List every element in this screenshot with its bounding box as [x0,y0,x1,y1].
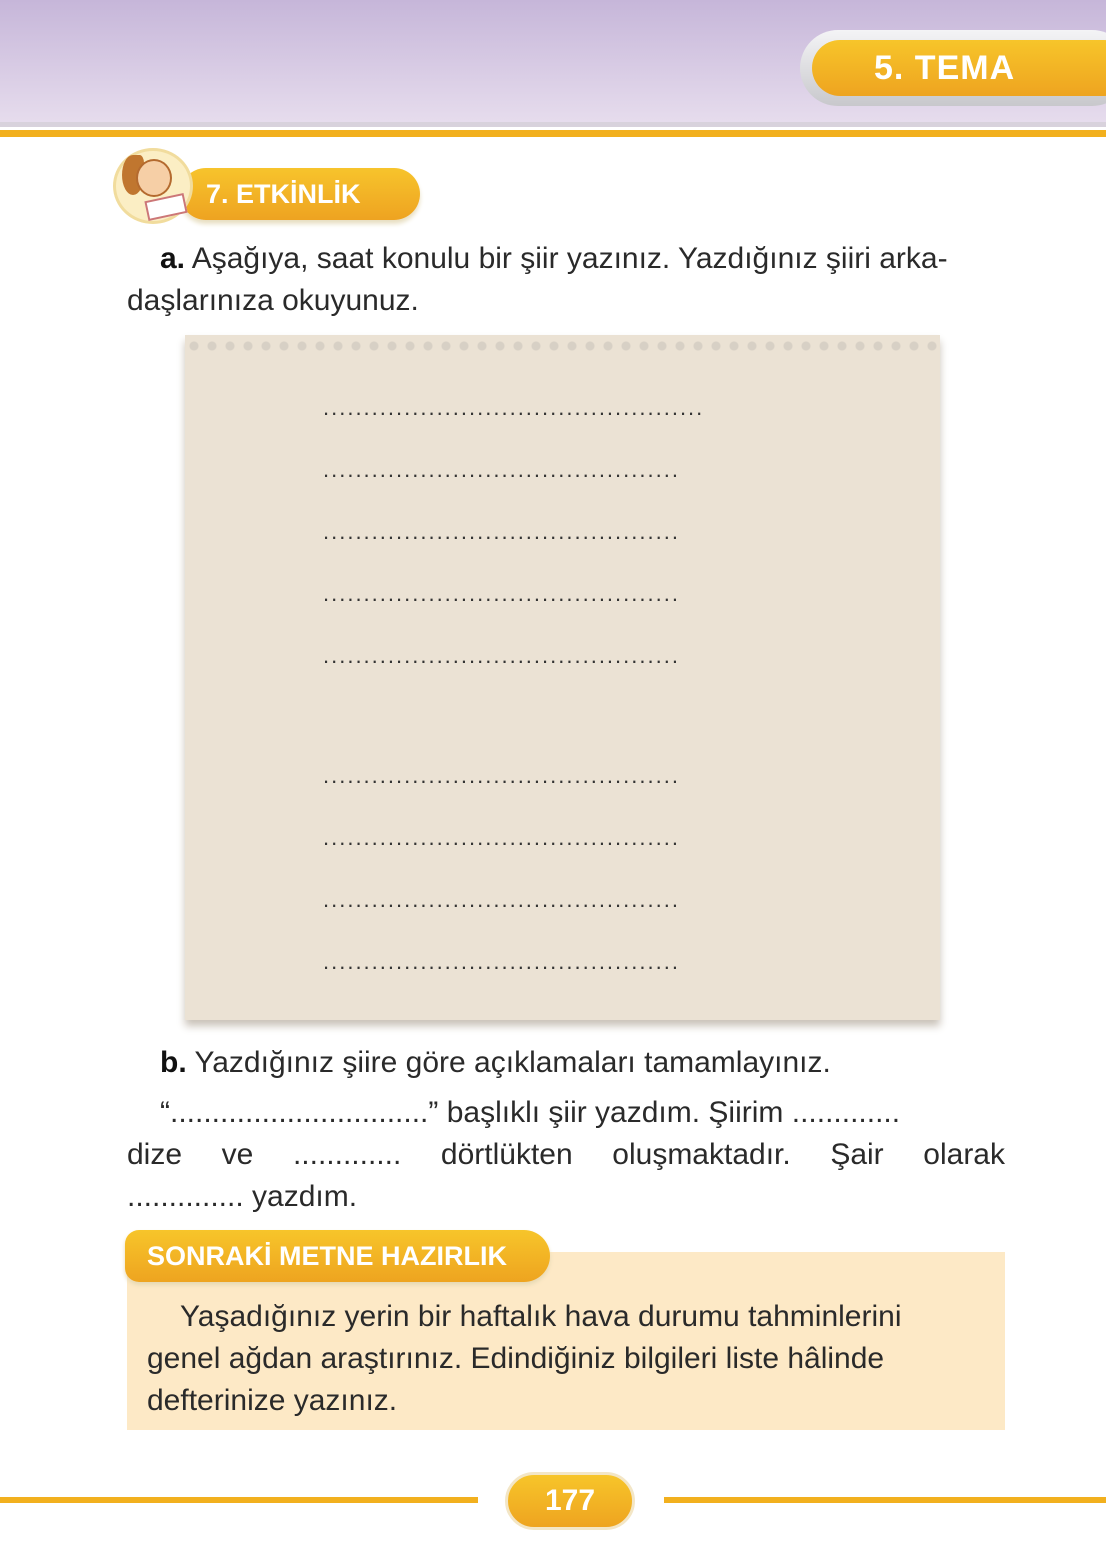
next-text-line1: Yaşadığınız yerin bir haftalık hava durumu tahminlerini [180,1300,902,1333]
page-number: 177 [505,1472,635,1530]
footer-line-right [664,1497,1106,1503]
header-divider [0,122,1106,127]
part-b-fill-line1: “...............................” başlıklı şiir yazdım. Şiirim ............. [160,1096,901,1129]
part-a-text: Aşağıya, saat konulu bir şiir yazınız. Yazdığınız şiiri arka- [191,242,948,275]
part-b-fill-line2: dize ve ............. dörtlükten oluşmaktadır. Şair olarak [127,1138,1005,1171]
girl-mascot-icon [113,148,193,224]
footer-line-left [0,1497,478,1503]
writing-line[interactable]: ............................................ [323,825,680,850]
notepad-writing-area[interactable] [185,335,940,1020]
theme-badge: 5. TEMA [812,40,1106,96]
part-a-letter: a. [160,242,186,275]
writing-line[interactable]: ............................................ [323,457,680,482]
activity-label: 7. ETKİNLİK [206,179,361,209]
writing-line[interactable]: ............................................ [323,581,680,606]
writing-line[interactable]: ............................................ [323,887,680,912]
header-divider-accent [0,130,1106,137]
part-b-instruction: Yazdığınız şiire göre açıklamaları tamamlayınız. [194,1046,831,1079]
writing-line[interactable]: ............................................ [323,949,680,974]
next-text-line2: genel ağdan araştırınız. Edindiğiniz bilgileri liste hâlinde [147,1342,885,1375]
notepad-binding-holes [185,339,940,353]
part-b-fill-line3: .............. yazdım. [127,1180,358,1213]
part-a-line1 [160,238,948,280]
writing-line[interactable]: ............................................ [323,643,680,668]
part-b-instruction-line [160,1042,831,1084]
writing-line[interactable]: ............................................ [323,519,680,544]
part-a-line2: daşlarınıza okuyunuz. [127,284,419,317]
writing-line[interactable]: ............................................ [323,763,680,788]
next-text-line3: defterinize yazınız. [147,1384,398,1417]
activity-badge [180,168,420,220]
part-b-letter: b. [160,1046,187,1079]
writing-line[interactable]: ............................................... [323,395,705,420]
next-text-prep-badge: SONRAKİ METNE HAZIRLIK [125,1230,550,1282]
